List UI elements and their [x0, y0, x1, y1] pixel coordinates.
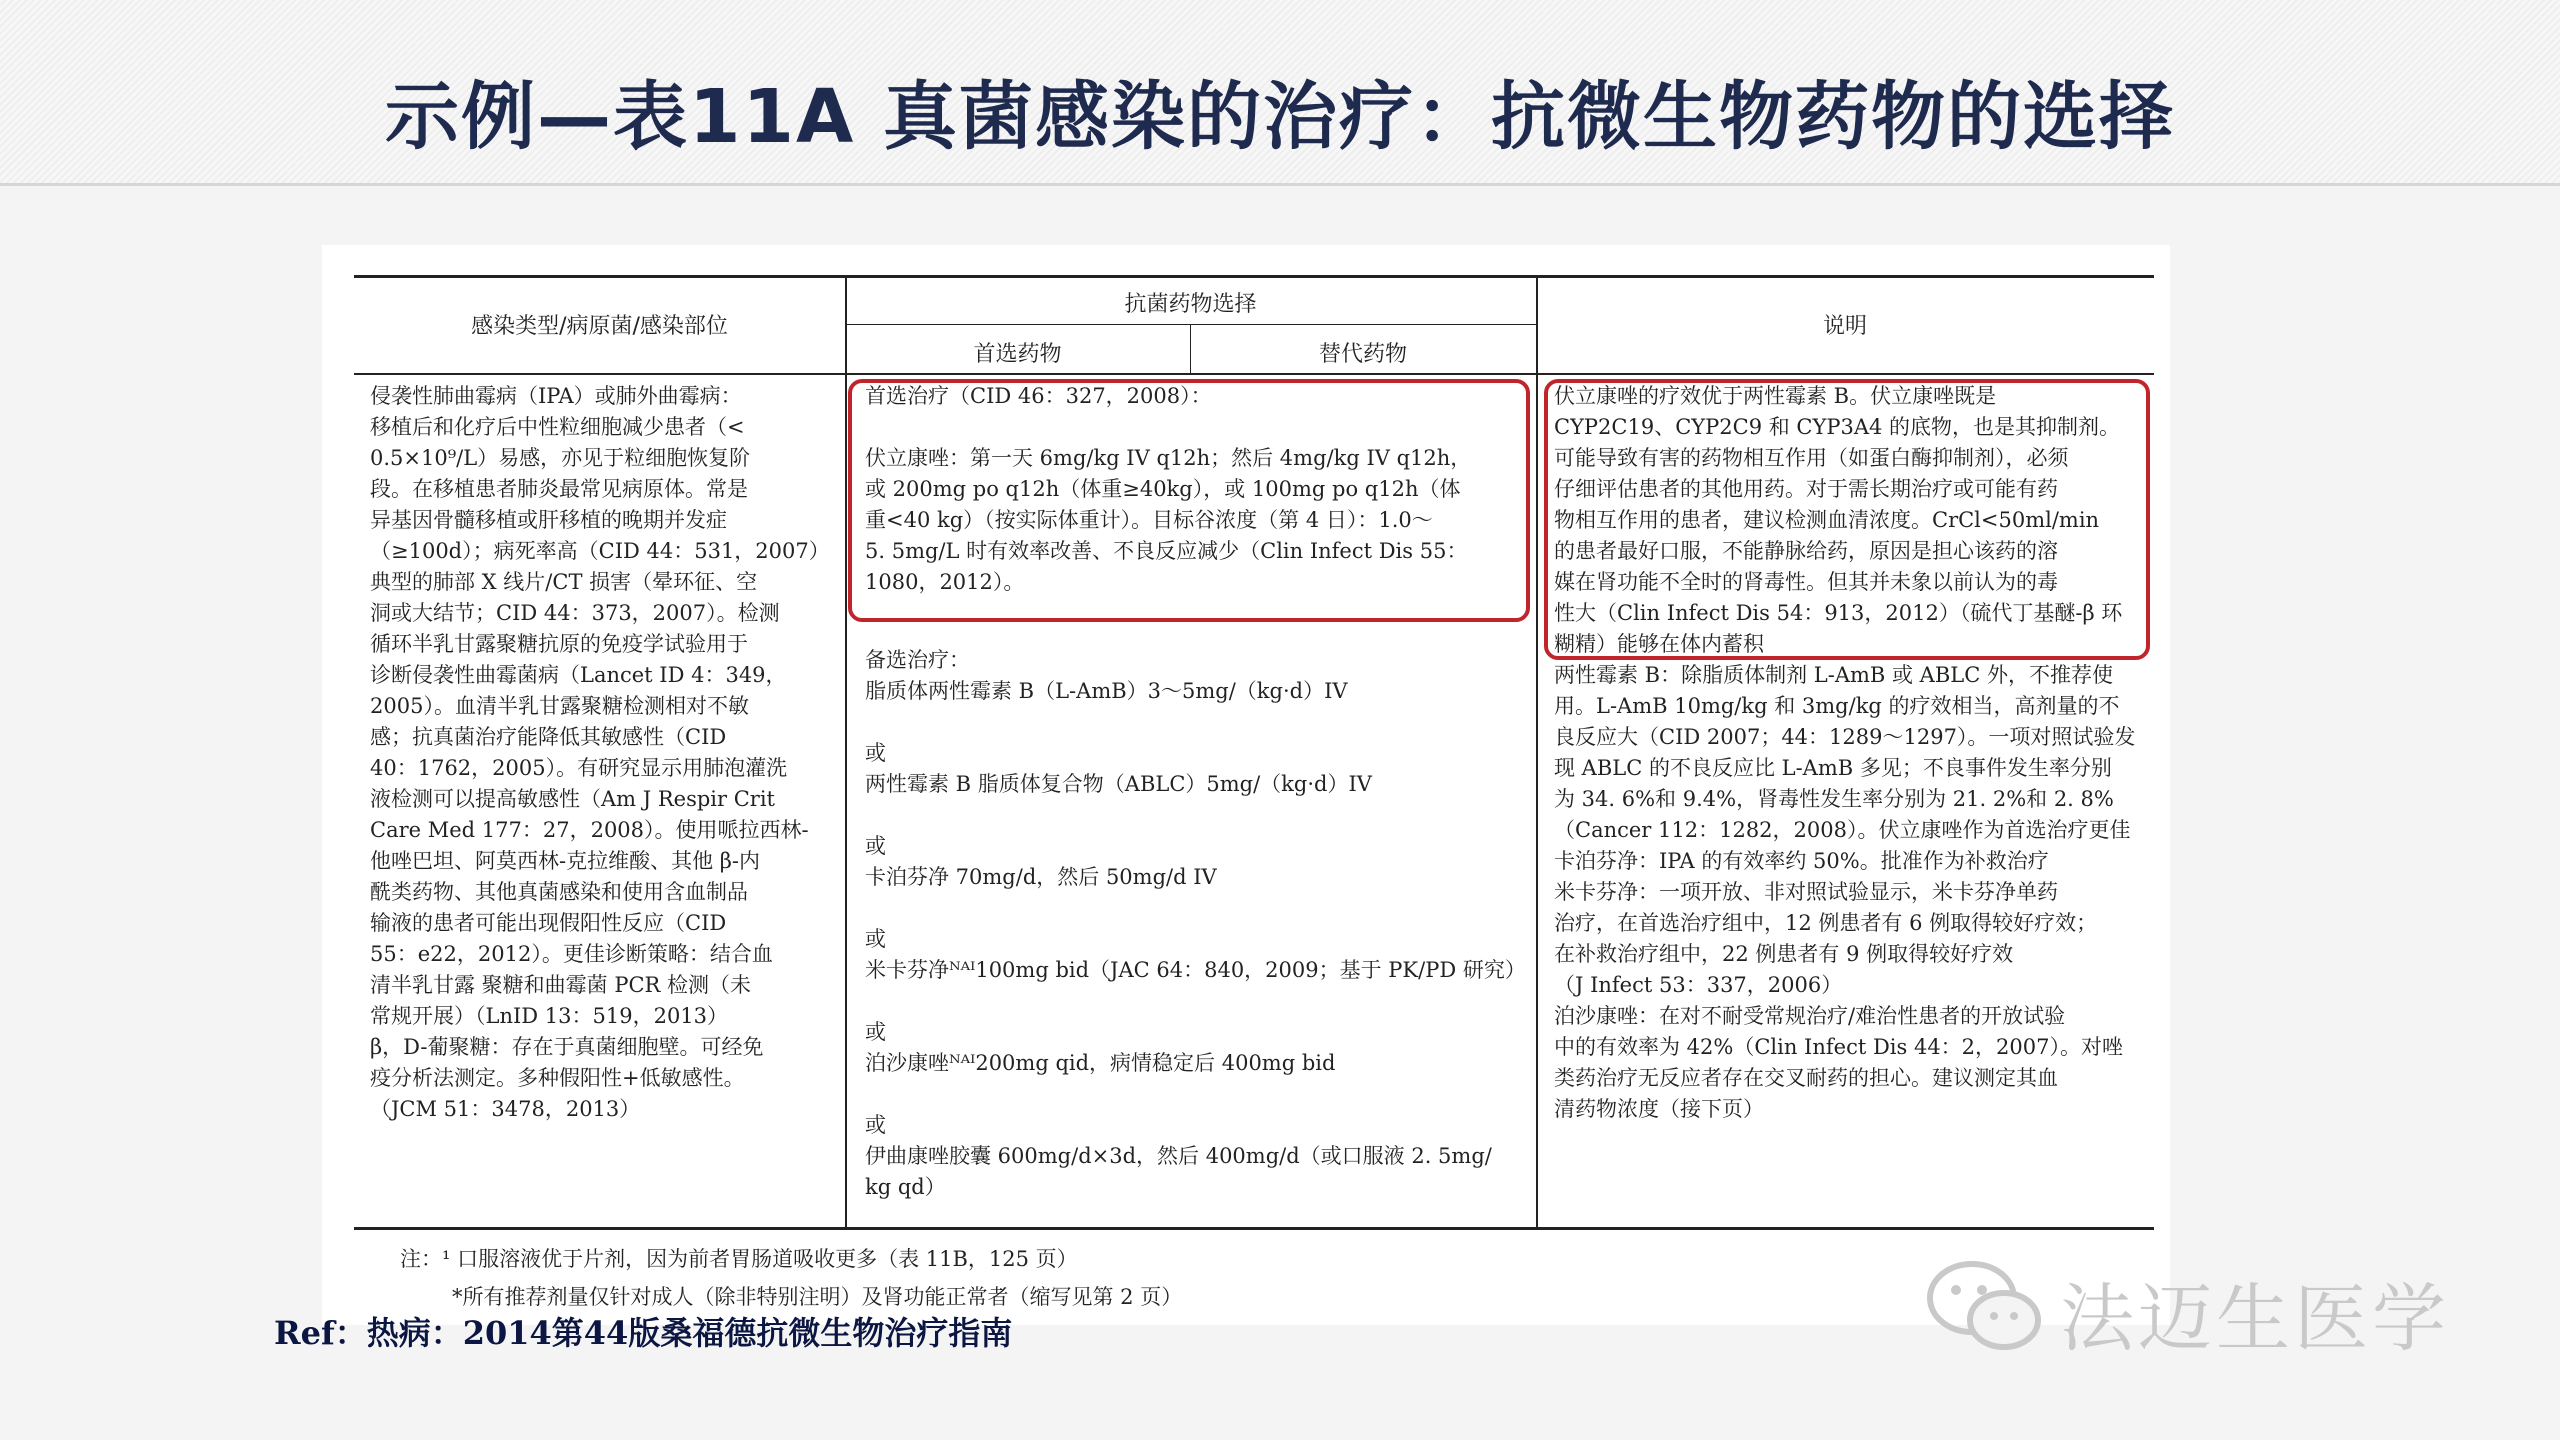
infection-text-line: 他唑巴坦、阿莫西林-克拉维酸、其他 β-内: [370, 849, 761, 873]
infection-text-line: 55：e22，2012）。更佳诊断策略：结合血: [370, 942, 773, 966]
infection-description: [370, 381, 840, 1125]
slide-title: 示例—表11A 真菌感染的治疗：抗微生物药物的选择: [384, 74, 2175, 160]
header-divider: [0, 183, 2560, 186]
col-divider-2: [1536, 275, 1538, 1227]
primary-therapy-line: 或 200mg po q12h（体重≥40kg），或 100mg po q12h（体: [865, 477, 1461, 501]
alternative-therapy-line: [865, 707, 1525, 738]
alternative-therapy-line: 或: [865, 834, 886, 858]
primary-therapy-line: 1080，2012）。: [865, 570, 1025, 594]
header-infection-type: 感染类型/病原菌/感染部位: [471, 314, 728, 339]
alternative-therapy-line: 或: [865, 1020, 886, 1044]
infection-text-line: β，D-葡聚糖：存在于真菌细胞壁。可经免: [370, 1035, 764, 1059]
infection-text-line: 感；抗真菌治疗能降低其敏感性（CID: [370, 725, 727, 749]
notes-text-line: 的患者最好口服，不能静脉给药，原因是担心该药的溶: [1554, 539, 2058, 563]
table-bottom-rule: [354, 1227, 2154, 1230]
footnote-oral-solution: 注：¹ 口服溶液优于片剂，因为前者胃肠道吸收更多（表 11B，125 页）: [400, 1247, 1078, 1271]
alternative-therapy-line: kg qd）: [865, 1175, 946, 1199]
primary-therapy-line: 伏立康唑：第一天 6mg/kg IV q12h；然后 4mg/kg IV q12h，: [865, 446, 1472, 470]
primary-therapy-line: 重<40 kg）（按实际体重计）。目标谷浓度（第 4 日）：1.0～: [865, 508, 1433, 532]
table-header-rule: [354, 373, 2154, 375]
primary-therapy-line: 5. 5mg/L 时有效率改善、不良反应减少（Clin Infect Dis 55：: [865, 539, 1468, 563]
alternative-therapy-line: 泊沙康唑ᴺᴬᴵ200mg qid，病情稳定后 400mg bid: [865, 1051, 1336, 1075]
infection-text-line: Care Med 177：27，2008）。使用哌拉西林-: [370, 818, 809, 842]
infection-text-line: 异基因骨髓移植或肝移植的晚期并发症: [370, 508, 727, 532]
alternative-therapy-line: 备选治疗：: [865, 648, 970, 672]
infection-text-line: 40：1762，2005）。有研究显示用肺泡灌洗: [370, 756, 788, 780]
highlight-primary-box: [848, 379, 1530, 622]
infection-text-line: 典型的肺部 X 线片/CT 损害（晕环征、空: [370, 570, 758, 594]
notes-text-line: 物相互作用的患者，建议检测血清浓度。CrCl<50ml/min: [1554, 508, 2100, 532]
alternative-therapy-line: [865, 1079, 1525, 1110]
alternative-therapy-line: [865, 986, 1525, 1017]
notes-text-line: 媒在肾功能不全时的肾毒性。但其并未象以前认为的毒: [1554, 570, 2058, 594]
infection-text-line: 移植后和化疗后中性粒细胞减少患者（<: [370, 415, 745, 439]
infection-text-line: 2005）。血清半乳甘露聚糖检测相对不敏: [370, 694, 749, 718]
notes-text-line: 中的有效率为 42%（Clin Infect Dis 44：2，2007）。对唑: [1554, 1035, 2123, 1059]
notes-text-line: 为 34. 6%和 9.4%，肾毒性发生率分别为 21. 2%和 2. 8%: [1554, 787, 2114, 811]
infection-text-line: （JCM 51：3478，2013）: [370, 1097, 641, 1121]
infection-text-line: 液检测可以提高敏感性（Am J Respir Crit: [370, 787, 775, 811]
alternative-therapy-line: 两性霉素 B 脂质体复合物（ABLC）5mg/（kg·d）IV: [865, 772, 1372, 796]
watermark-text: 法迈生医学: [2060, 1276, 2450, 1362]
infection-text-line: 侵袭性肺曲霉病（IPA）或肺外曲霉病：: [370, 384, 742, 408]
notes-text-line: 伏立康唑的疗效优于两性霉素 B。伏立康唑既是: [1554, 384, 1997, 408]
notes-text-line: 可能导致有害的药物相互作用（如蛋白酶抑制剂），必须: [1554, 446, 2069, 470]
notes-text-line: 良反应大（CID 2007；44：1289～1297）。一项对照试验发: [1554, 725, 2136, 749]
infection-text-line: 循环半乳甘露聚糖抗原的免疫学试验用于: [370, 632, 748, 656]
notes-text-line: 现 ABLC 的不良反应比 L-AmB 多见；不良事件发生率分别: [1554, 756, 2112, 780]
infection-text-line: 段。在移植患者肺炎最常见病原体。常是: [370, 477, 748, 501]
notes-text-line: 糊精）能够在体内蓄积: [1554, 632, 1764, 656]
watermark: [1920, 1250, 2500, 1360]
alternative-therapy-line: 卡泊芬净 70mg/d，然后 50mg/d IV: [865, 865, 1217, 889]
notes-text-line: 泊沙康唑：在对不耐受常规治疗/难治性患者的开放试验: [1554, 1004, 2066, 1028]
document-scan: [322, 245, 2170, 1325]
notes-text-line: 性大（Clin Infect Dis 54：913，2012）（硫代丁基醚-β 环: [1554, 601, 2123, 625]
table-top-rule: [354, 275, 2154, 278]
notes-text-line: 两性霉素 B：除脂质体制剂 L-AmB 或 ABLC 外，不推荐使: [1554, 663, 2113, 687]
alternative-therapy-line: 或: [865, 741, 886, 765]
infection-text-line: 疫分析法测定。多种假阳性+低敏感性。: [370, 1066, 745, 1090]
header-notes: 说明: [1822, 314, 1867, 339]
alternative-therapy: [865, 645, 1525, 1203]
notes-text-line: 仔细评估患者的其他用药。对于需长期治疗或可能有药: [1554, 477, 2058, 501]
notes-text-line: 卡泊芬净：IPA 的有效率约 50%。批准作为补救治疗: [1554, 849, 2049, 873]
infection-text-line: 清半乳甘露 聚糖和曲霉菌 PCR 检测（未: [370, 973, 752, 997]
notes-text-line: （J Infect 53：337，2006）: [1554, 973, 1843, 997]
notes-text-line: CYP2C19、CYP2C9 和 CYP3A4 的底物，也是其抑制剂。: [1554, 415, 2121, 439]
notes-text-line: （Cancer 112：1282，2008）。伏立康唑作为首选治疗更佳: [1554, 818, 2131, 842]
notes-text-line: 米卡芬净：一项开放、非对照试验显示，米卡芬净单药: [1554, 880, 2058, 904]
notes-text-line: 在补救治疗组中，22 例患者有 9 例取得较好疗效: [1554, 942, 2014, 966]
alternative-therapy-line: 伊曲康唑胶囊 600mg/d×3d，然后 400mg/d（或口服液 2. 5mg/: [865, 1144, 1492, 1168]
alternative-therapy-line: [865, 893, 1525, 924]
infection-text-line: （≥100d）；病死率高（CID 44：531，2007）: [370, 539, 830, 563]
highlight-notes-box: [1544, 379, 2150, 660]
notes-text-line: 治疗，在首选治疗组中，12 例患者有 6 例取得较好疗效；: [1554, 911, 2098, 935]
primary-therapy-line: 首选治疗（CID 46：327，2008）：: [865, 384, 1212, 408]
notes-text-line: 清药物浓度（接下页）: [1554, 1097, 1764, 1121]
header-drug-selection: 抗菌药物选择: [1124, 292, 1257, 317]
footnote-dosage: *所有推荐剂量仅针对成人（除非特别注明）及肾功能正常者（缩写见第 2 页）: [452, 1285, 1183, 1309]
notes-text-line: 类药治疗无反应者存在交叉耐药的担心。建议测定其血: [1554, 1066, 2058, 1090]
reference-citation: Ref：热病：2014第44版桑福德抗微生物治疗指南: [274, 1314, 1013, 1352]
infection-text-line: 0.5×10⁹/L）易感，亦见于粒细胞恢复阶: [370, 446, 751, 470]
infection-text-line: 输液的患者可能出现假阳性反应（CID: [370, 911, 727, 935]
alternative-therapy-line: 或: [865, 1113, 886, 1137]
header-primary: 首选药物: [973, 342, 1062, 367]
alternative-therapy-line: 或: [865, 927, 886, 951]
header-alternative: 替代药物: [1318, 342, 1407, 367]
alternative-therapy-line: [865, 800, 1525, 831]
infection-text-line: 常规开展）（LnID 13：519，2013）: [370, 1004, 729, 1028]
wechat-icon: [1920, 1250, 2050, 1360]
infection-text-line: 洞或大结节；CID 44：373，2007）。检测: [370, 601, 780, 625]
alternative-therapy-line: 脂质体两性霉素 B（L-AmB）3～5mg/（kg·d）IV: [865, 679, 1348, 703]
col-divider-1: [845, 275, 847, 1227]
alternative-therapy-line: 米卡芬净ᴺᴬᴵ100mg bid（JAC 64：840，2009；基于 PK/PD 研究）: [865, 958, 1526, 982]
infection-text-line: 酰类药物、其他真菌感染和使用含血制品: [370, 880, 748, 904]
notes-text-line: 用。L-AmB 10mg/kg 和 3mg/kg 的疗效相当，高剂量的不: [1554, 694, 2120, 718]
infection-text-line: 诊断侵袭性曲霉菌病（Lancet ID 4：349，: [370, 663, 787, 687]
